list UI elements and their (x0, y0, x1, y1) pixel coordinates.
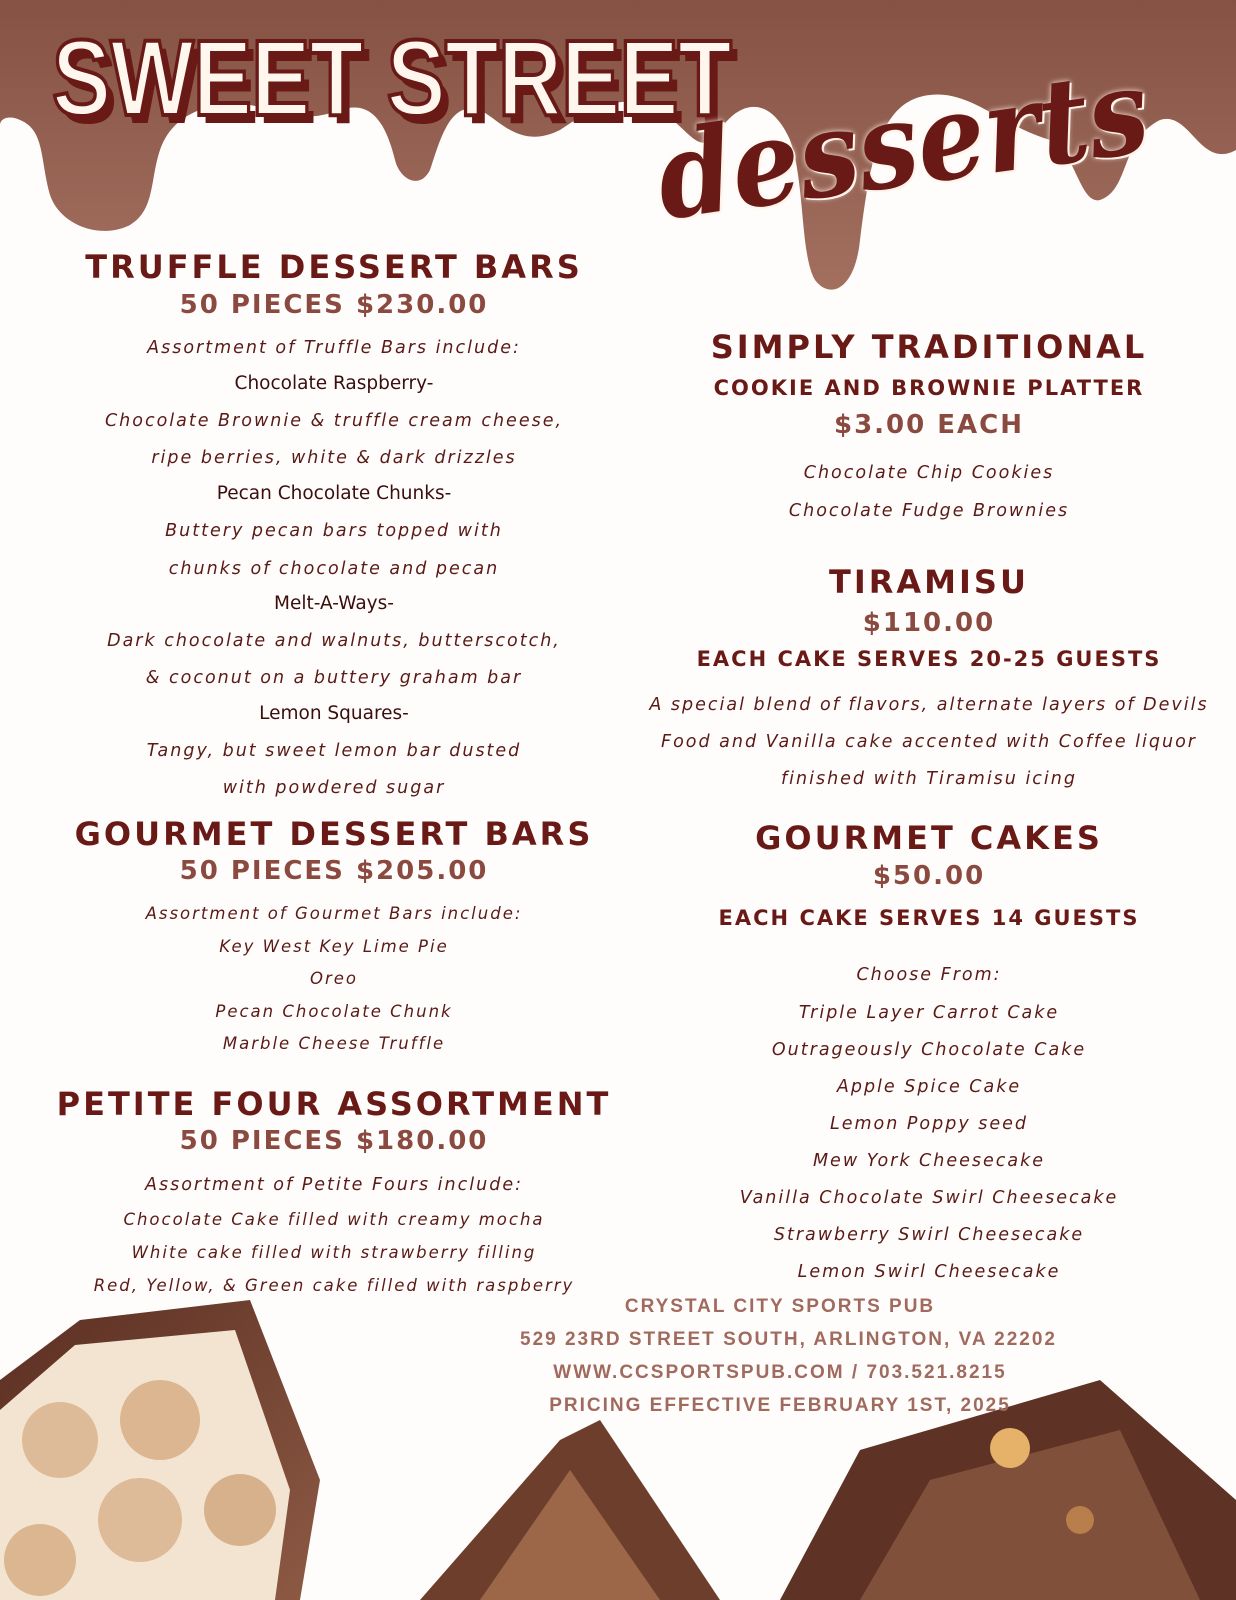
cakes-heading: GOURMET CAKES (755, 819, 1103, 857)
gourmet-bars-item: Key West Key Lime Pie (219, 937, 449, 956)
tiramisu-price: $110.00 (862, 608, 996, 638)
petite-heading: PETITE FOUR ASSORTMENT (56, 1085, 612, 1123)
truffle-item-name: Lemon Squares- (259, 703, 409, 724)
cakes-item: Lemon Swirl Cheesecake (797, 1262, 1061, 1282)
tiramisu-serves: EACH CAKE SERVES 20-25 GUESTS (696, 647, 1162, 671)
cakes-item: Strawberry Swirl Cheesecake (773, 1225, 1085, 1245)
gourmet-bars-price: 50 PIECES $205.00 (179, 856, 489, 886)
gourmet-bars-heading: GOURMET DESSERT BARS (74, 815, 594, 853)
gourmet-bars-item: Pecan Chocolate Chunk (215, 1002, 453, 1021)
page-title-script: desserts (648, 40, 1157, 247)
cakes-intro: Choose From: (856, 965, 1002, 985)
cakes-item: Lemon Poppy seed (829, 1114, 1029, 1134)
petite-item: Red, Yellow, & Green cake filled with raspberry (93, 1276, 575, 1295)
truffle-item-desc: Dark chocolate and walnuts, butterscotch, (107, 631, 561, 651)
right-column (622, 0, 1236, 1600)
truffle-item-desc: chunks of chocolate and pecan (168, 559, 500, 579)
gourmet-bars-item: Oreo (309, 969, 359, 988)
truffle-item-desc: ripe berries, white & dark drizzles (151, 448, 517, 468)
footer-contact: WWW.CCSPORTSPUB.COM / 703.521.8215 (553, 1362, 1007, 1383)
truffle-item-desc: Chocolate Brownie & truffle cream cheese, (104, 411, 564, 431)
truffle-item-name: Chocolate Raspberry- (234, 373, 434, 394)
gourmet-bars-intro: Assortment of Gourmet Bars include: (145, 904, 523, 923)
truffle-heading: TRUFFLE DESSERT BARS (85, 248, 583, 286)
cakes-serves: EACH CAKE SERVES 14 GUESTS (718, 906, 1140, 930)
traditional-item: Chocolate Fudge Brownies (788, 501, 1070, 521)
cakes-item: Vanilla Chocolate Swirl Cheesecake (739, 1188, 1119, 1208)
truffle-price: 50 PIECES $230.00 (179, 290, 489, 320)
cakes-item: Apple Spice Cake (836, 1077, 1022, 1097)
truffle-item-name: Pecan Chocolate Chunks- (216, 483, 452, 504)
tiramisu-heading: TIRAMISU (829, 563, 1029, 601)
petite-item: Chocolate Cake filled with creamy mocha (123, 1210, 545, 1229)
tiramisu-desc: finished with Tiramisu icing (780, 769, 1077, 789)
truffle-item-desc: Buttery pecan bars topped with (165, 521, 503, 541)
truffle-item-desc: with powdered sugar (222, 778, 446, 798)
petite-item: White cake filled with strawberry filling (131, 1243, 537, 1262)
cakes-item: Outrageously Chocolate Cake (771, 1040, 1087, 1060)
petite-price: 50 PIECES $180.00 (179, 1126, 489, 1156)
truffle-item-name: Melt-A-Ways- (274, 593, 394, 614)
cakes-price: $50.00 (872, 861, 986, 891)
tiramisu-desc: A special blend of flavors, alternate layers of Devils (649, 695, 1209, 715)
gourmet-bars-item: Marble Cheese Truffle (222, 1034, 446, 1053)
truffle-item-desc: & coconut on a buttery graham bar (145, 668, 523, 688)
truffle-item-desc: Tangy, but sweet lemon bar dusted (146, 741, 522, 761)
cakes-item: Triple Layer Carrot Cake (798, 1003, 1060, 1023)
traditional-item: Chocolate Chip Cookies (803, 463, 1055, 483)
tiramisu-desc: Food and Vanilla cake accented with Coffee liquor (661, 732, 1197, 752)
traditional-heading: SIMPLY TRADITIONAL (710, 328, 1148, 366)
page-title: SWEET STREET (52, 17, 732, 138)
left-column (52, 0, 616, 1600)
footer-address: 529 23RD STREET SOUTH, ARLINGTON, VA 22202 (520, 1329, 1057, 1350)
traditional-price: $3.00 EACH (833, 410, 1024, 440)
cakes-item: Mew York Cheesecake (812, 1151, 1046, 1171)
footer-business-name: CRYSTAL CITY SPORTS PUB (624, 1296, 936, 1317)
truffle-intro: Assortment of Truffle Bars include: (147, 338, 521, 358)
footer-pricing-note: PRICING EFFECTIVE FEBRUARY 1ST, 2025 (549, 1395, 1011, 1416)
petite-intro: Assortment of Petite Fours include: (144, 1175, 523, 1195)
traditional-subheading: COOKIE AND BROWNIE PLATTER (713, 376, 1145, 400)
